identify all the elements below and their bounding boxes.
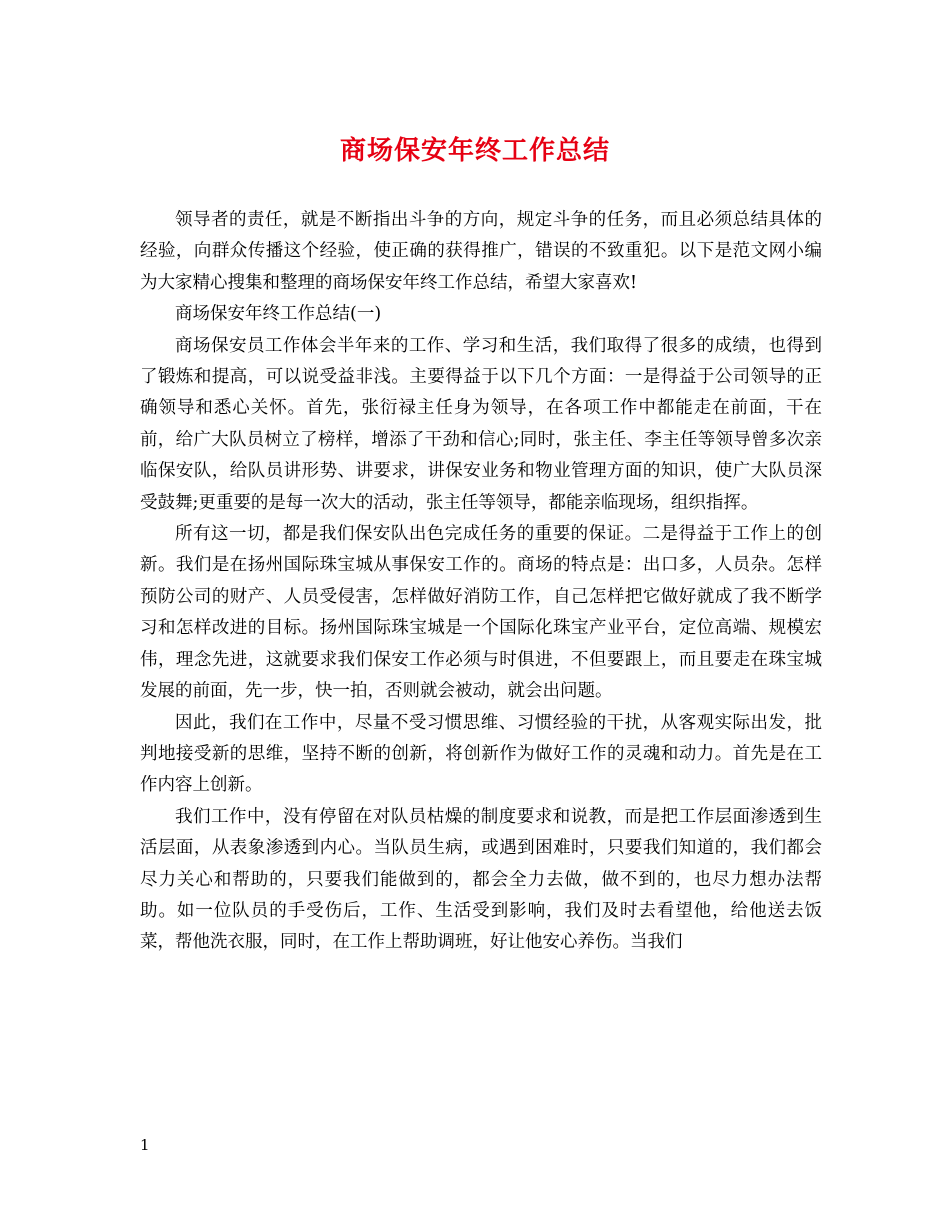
paragraph-body-4: 我们工作中，没有停留在对队员枯燥的制度要求和说教，而是把工作层面渗透到生活层面，从表象渗透到内心。当队员生病，或遇到困难时，只要我们知道的，我们都会尽力关心和帮助的，只要我们能做到的，都会全力去做，做不到的，也尽力想办法帮助。如一位队员的手受伤后，工作、生活受到影响，我们及时去看望他，给他送去饭菜，帮他洗衣服，同时，在工作上帮助调班，好让他安心养伤。当我们 <box>140 806 822 953</box>
paragraph-section-heading: 商场保安年终工作总结(一) <box>175 304 382 325</box>
paragraph-body-1: 商场保安员工作体会半年来的工作、学习和生活，我们取得了很多的成绩，也得到了锻炼和提高，可以说受益非浅。主要得益于以下几个方面：一是得益于公司领导的正确领导和悉心关怀。首先，张衍禄主任身为领导，在各项工作中都能走在前面，干在前，给广大队员树立了榜样，增添了干劲和信心;同时，张主任、李主任等领导曾多次亲临保安队，给队员讲形势、讲要求，讲保安业务和物业管理方面的知识，使广大队员深受鼓舞;更重要的是每一次大的活动，张主任等领导，都能亲临现场，组织指挥。 <box>140 335 822 513</box>
paragraph-body-2: 所有这一切，都是我们保安队出色完成任务的重要的保证。二是得益于工作上的创新。我们是在扬州国际珠宝城从事保安工作的。商场的特点是：出口多，人员杂。怎样预防公司的财产、人员受侵害，怎样做好消防工作，自己怎样把它做好就成了我不断学习和怎样改进的目标。扬州国际珠宝城是一个国际化珠宝产业平台，定位高端、规模宏伟，理念先进，这就要求我们保安工作必须与时俱进，不但要跟上，而且要走在珠宝城发展的前面，先一步，快一拍，否则就会被动，就会出问题。 <box>140 524 822 702</box>
document-body <box>140 205 822 959</box>
document-title: 商场保安年终工作总结 <box>339 136 610 166</box>
paragraph-body-3: 因此，我们在工作中，尽量不受习惯思维、习惯经验的干扰，从客观实际出发，批判地接受新的思维，坚持不断的创新，将创新作为做好工作的灵魂和动力。首先是在工作内容上创新。 <box>140 712 822 796</box>
paragraph-intro: 领导者的责任，就是不断指出斗争的方向，规定斗争的任务，而且必须总结具体的经验，向群众传播这个经验，使正确的获得推广，错误的不致重犯。以下是范文网小编为大家精心搜集和整理的商场保安年终工作总结，希望大家喜欢! <box>140 210 822 293</box>
page-number: 1 <box>140 1136 150 1154</box>
